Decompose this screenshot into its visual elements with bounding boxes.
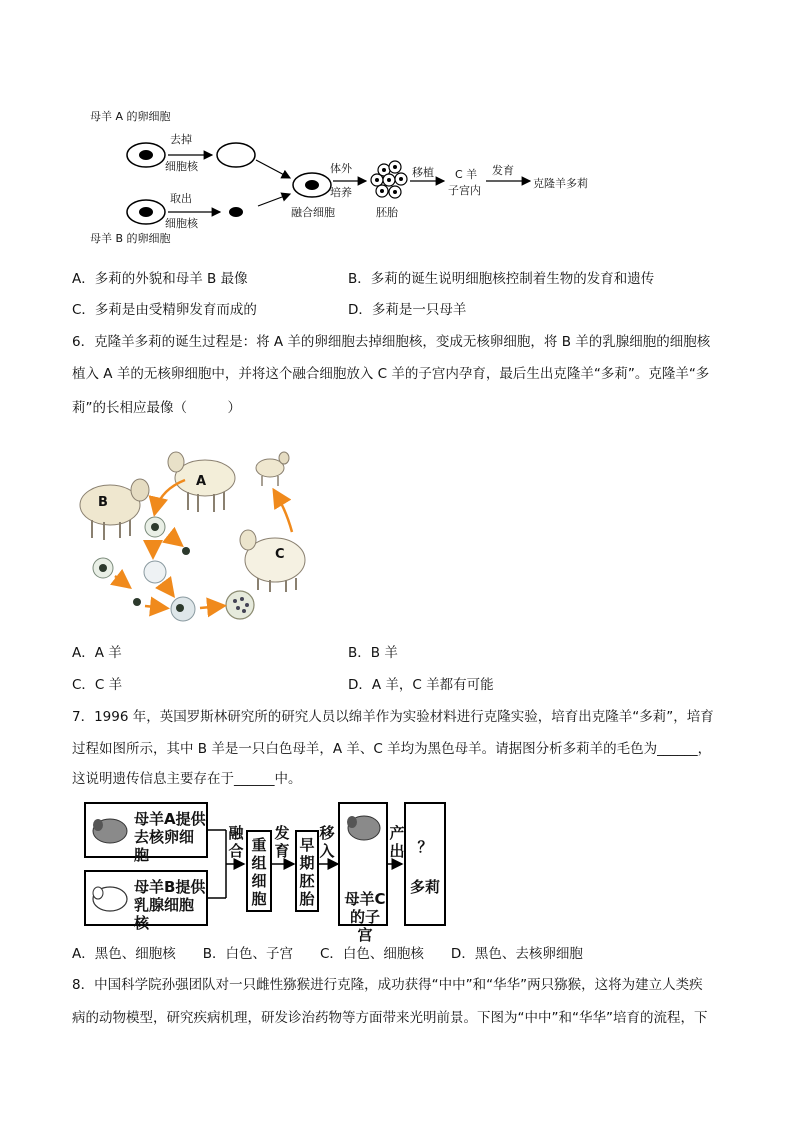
dolly-text: 多莉	[409, 878, 440, 896]
box-sheep-b-text: 母羊B提供乳腺细胞核	[134, 878, 206, 932]
vitro-label: 体外	[330, 162, 352, 175]
q7-options: A．黑色、细胞核 B．白色、子宫 C．白色、细胞核 D．黑色、去核卵细胞	[72, 946, 583, 962]
embryo-label: 胚胎	[376, 206, 398, 219]
egg-nucleus-a	[139, 150, 153, 160]
box-early-embryo	[295, 830, 319, 912]
dolly-question: ？	[417, 838, 433, 856]
fuse-label: 融合	[228, 824, 244, 860]
take-nucleus-label: 细胞核	[165, 217, 198, 230]
remove-nucleus-label: 细胞核	[165, 160, 198, 173]
develop-label: 发育	[492, 164, 514, 177]
q7-line-2: 过程如图所示，其中 B 羊是一只白色母羊，A 羊、C 羊均为黑色母羊。请据图分析多莉羊的毛色为______，	[72, 741, 712, 757]
sheep-b-letter: B	[98, 495, 108, 510]
uterus-text: 母羊C的子宫	[344, 890, 386, 944]
culture-label: 培养	[330, 186, 352, 199]
uterus-label: 子宫内	[448, 184, 481, 197]
q5-option-a: A．多莉的外貌和母羊 B 最像	[72, 271, 248, 287]
sheep-c-letter: C	[275, 547, 285, 562]
recombined-cell-text: 重组细胞	[251, 836, 267, 908]
clone-result-label: 克隆羊多莉	[533, 177, 588, 190]
move-in-label: 移入	[319, 824, 335, 860]
extracted-nucleus	[229, 207, 243, 217]
c-sheep-label: C 羊	[455, 168, 478, 181]
produce-label: 产出	[389, 824, 405, 860]
sheep-c-icon	[344, 808, 384, 848]
take-label: 取出	[170, 192, 192, 205]
q7-flowchart-lines	[0, 800, 794, 940]
sheep-a-letter: A	[196, 474, 207, 489]
box-dolly	[404, 802, 446, 926]
q8-line-1: 8．中国科学院孙强团队对一只雌性猕猴进行克隆，成功获得“中中”和“华华”两只猕猴，这将为建立人类疾	[72, 977, 703, 993]
develop-step-label: 发育	[274, 824, 290, 860]
q6-option-c: C．C 羊	[72, 677, 123, 693]
enucleated-egg	[217, 143, 255, 167]
box-sheep-a-text: 母羊A提供去核卵细胞	[134, 810, 206, 864]
sheep-c	[240, 530, 305, 592]
q6-line-3: 莉”的长相应最像（ ）	[72, 400, 241, 416]
remove-label: 去掉	[170, 133, 192, 146]
q6-line-1: 6．克隆羊多莉的诞生过程是：将 A 羊的卵细胞去掉细胞核，变成无核卵细胞，将 B 羊的乳腺细胞的细胞核	[72, 334, 711, 350]
egg-nucleus-b	[139, 207, 153, 217]
lamb-dolly	[256, 452, 289, 486]
q6-option-a: A．A 羊	[72, 645, 122, 661]
q6-option-d: D．A 羊，C 羊都有可能	[348, 677, 494, 693]
cell-stages	[93, 517, 254, 621]
q7-line-1: 7．1996 年，英国罗斯林研究所的研究人员以绵羊作为实验材料进行克隆实验，培育出克隆羊“多莉”，培育	[72, 709, 714, 725]
q6-option-b: B．B 羊	[348, 645, 398, 661]
q5-option-d: D．多莉是一只母羊	[348, 302, 467, 318]
sheep-illustration-graphics	[0, 440, 794, 640]
fusion-nucleus	[305, 180, 319, 190]
egg-b-label: 母羊 B 的卵细胞	[90, 232, 171, 245]
early-embryo-text: 早期胚胎	[299, 836, 315, 908]
q5-option-c: C．多莉是由受精卵发育而成的	[72, 302, 257, 318]
box-sheep-c-uterus	[338, 802, 388, 944]
box-recombined-cell	[246, 830, 272, 912]
embryo-cluster	[371, 161, 407, 198]
cloning-flow-graphics	[0, 0, 794, 260]
sheep-b	[80, 479, 149, 540]
q6-line-2: 植入 A 羊的无核卵细胞中，并将这个融合细胞放入 C 羊的子宫内孕育，最后生出克隆羊“多莉”。克隆羊“多	[72, 366, 710, 382]
egg-a-label: 母羊 A 的卵细胞	[90, 110, 171, 123]
q7-line-3: 这说明遗传信息主要存在于______中。	[72, 771, 302, 787]
transplant-label: 移植	[412, 166, 434, 179]
fusion-label: 融合细胞	[291, 206, 335, 219]
q5-option-b: B．多莉的诞生说明细胞核控制着生物的发育和遗传	[348, 271, 655, 287]
q8-line-2: 病的动物模型，研究疾病机理，研发诊治药物等方面带来光明前景。下图为“中中”和“华华”培育的流程，下	[72, 1010, 708, 1026]
